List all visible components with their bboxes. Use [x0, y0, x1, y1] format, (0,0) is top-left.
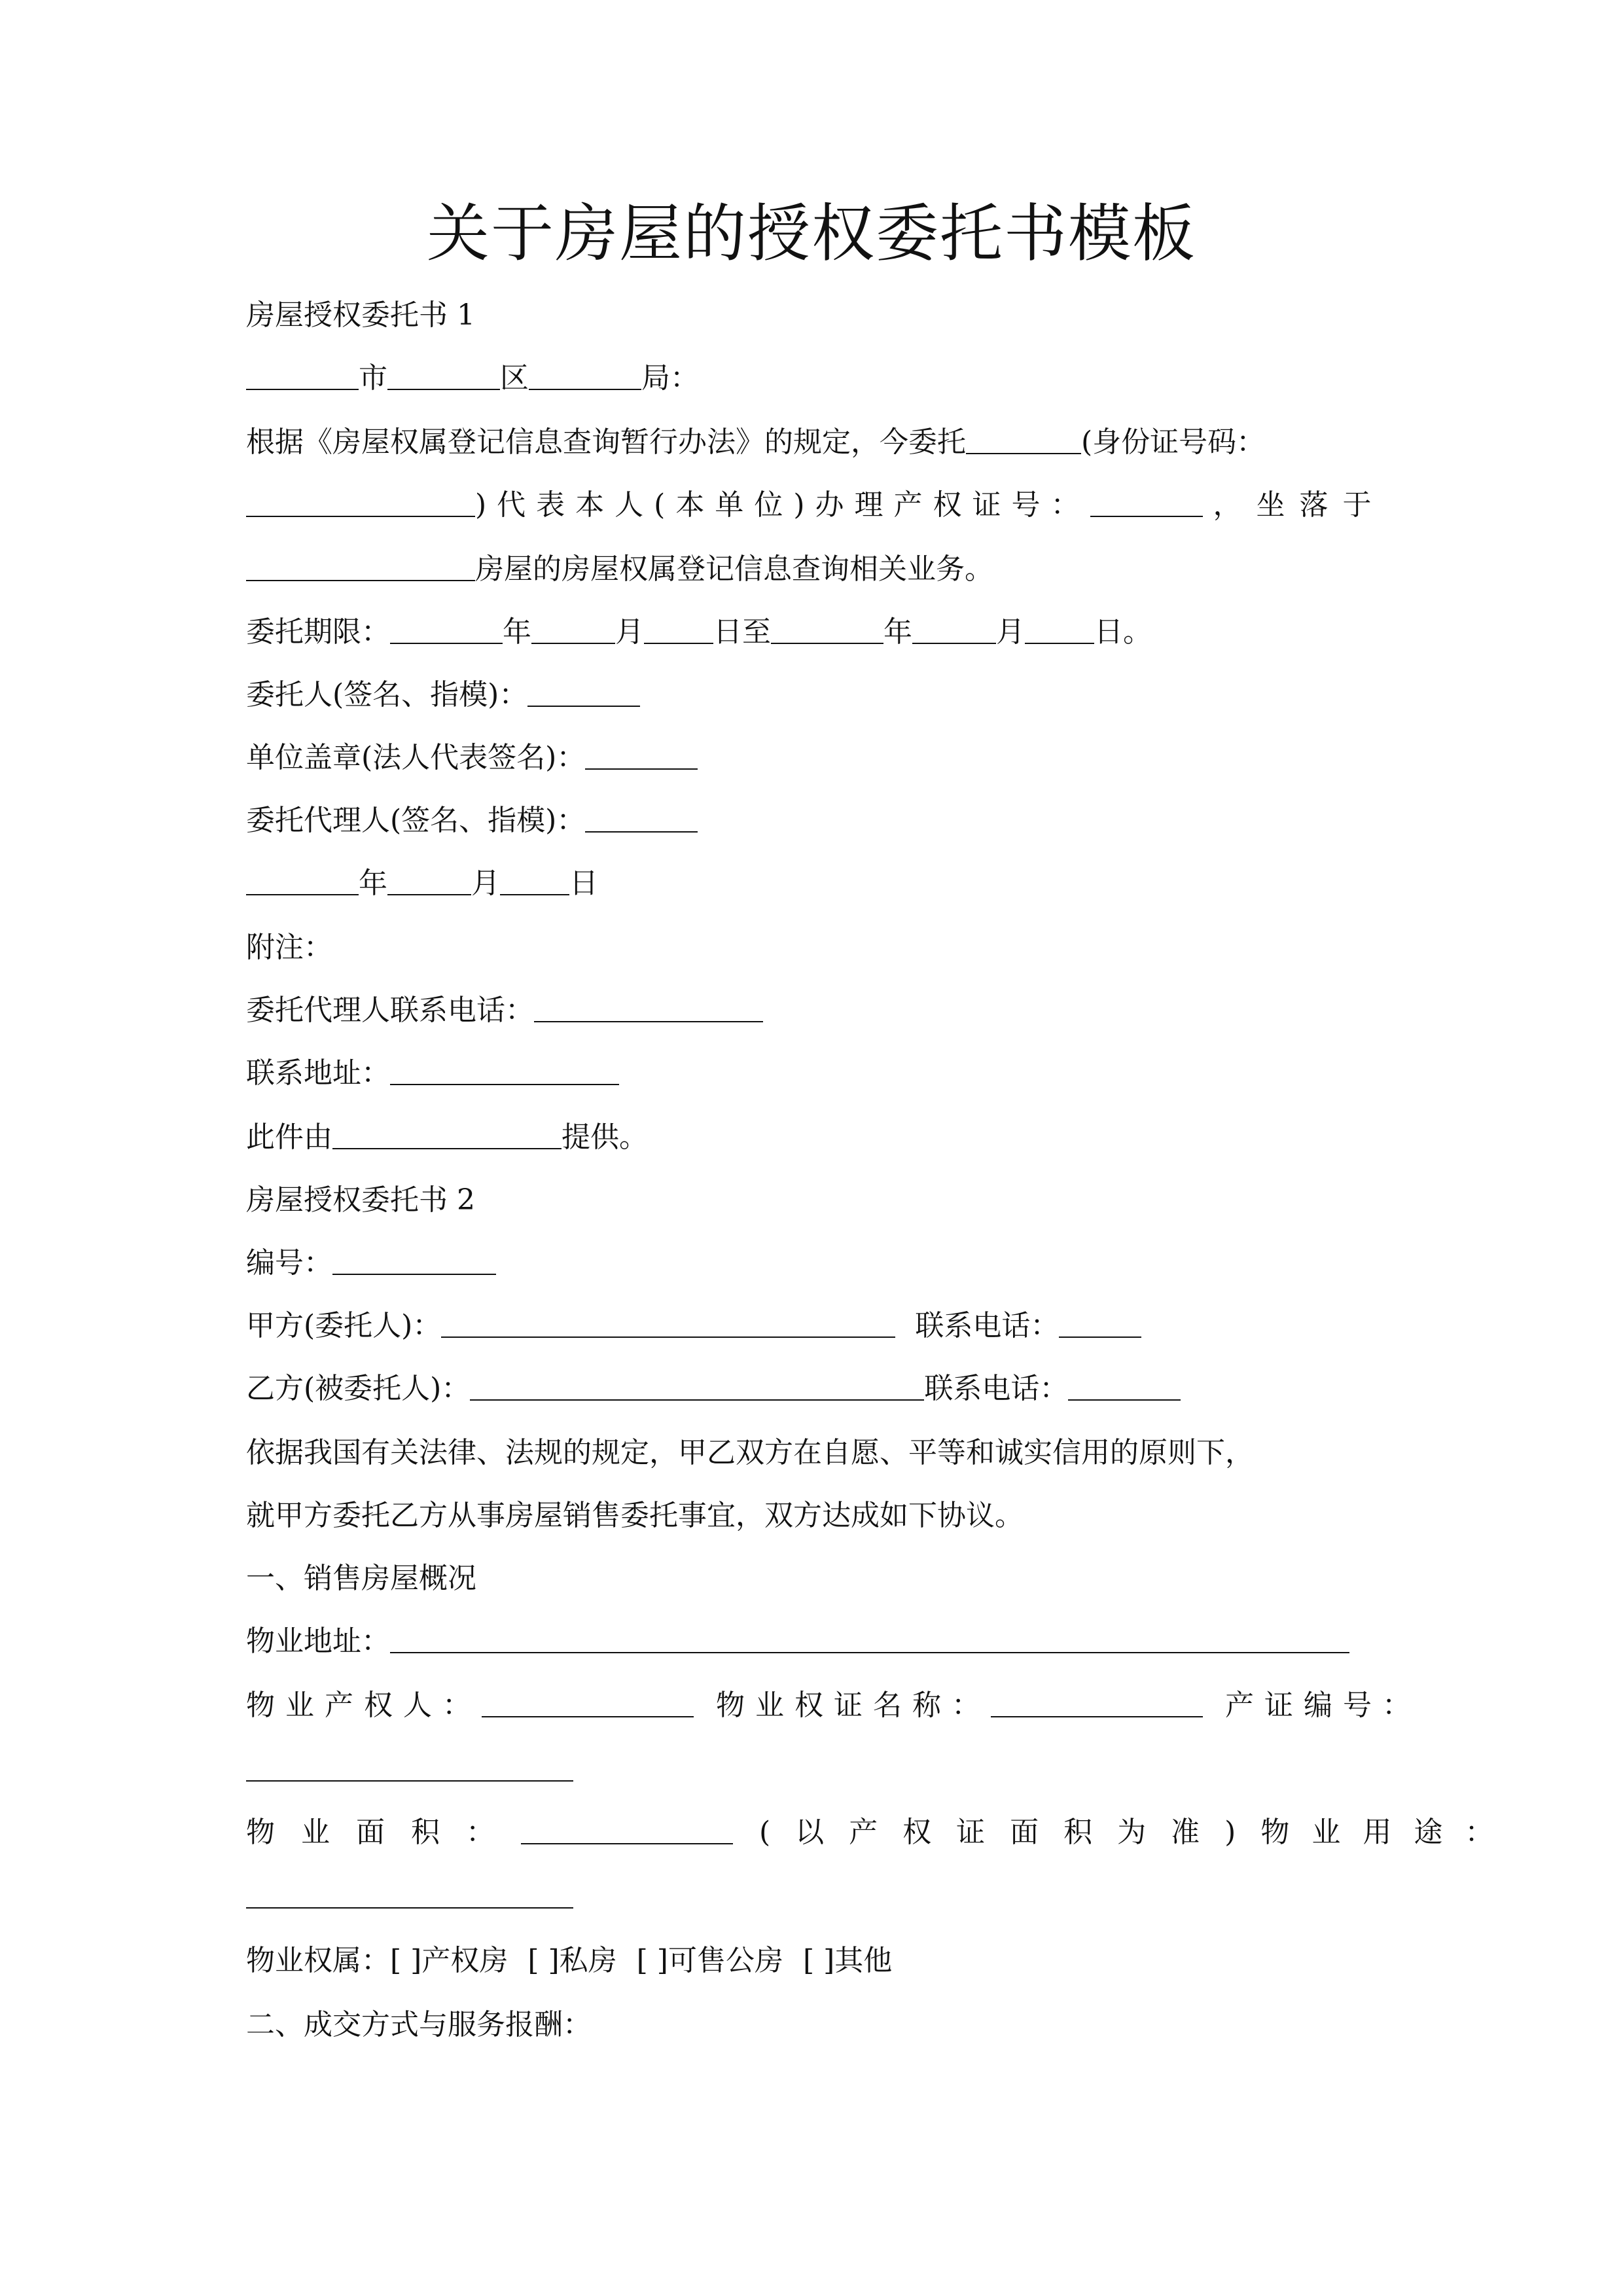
- seal-label: 单位盖章(法人代表签名)：: [246, 741, 586, 774]
- section1-heading: 房屋授权委托书 1: [246, 298, 475, 332]
- blank-agent-sign[interactable]: [585, 805, 698, 833]
- p2-text-b: ，坐落于: [1213, 488, 1386, 522]
- blank-term-day1[interactable]: [644, 617, 713, 644]
- usage-continuation: [246, 1878, 573, 1906]
- agent-label: 委托代理人(签名、指模)：: [246, 804, 586, 837]
- agreement-paragraph-1: 依据我国有关法律、法规的规定，甲乙双方在自愿、平等和诚实信用的原则下，: [246, 1436, 1254, 1469]
- blank-number[interactable]: [332, 1247, 496, 1275]
- blank-cert-number[interactable]: [1090, 490, 1203, 517]
- blank-seal-sign[interactable]: [585, 742, 698, 770]
- paragraph-line-2: [246, 486, 1386, 525]
- blank-cert-name[interactable]: [991, 1690, 1203, 1717]
- blank-agent-phone[interactable]: [534, 995, 763, 1022]
- blank-provided-by[interactable]: [332, 1122, 562, 1149]
- blank-term-year1[interactable]: [390, 617, 503, 644]
- p2-text-a: )代表本人(本单位)办理产权证号：: [475, 488, 1090, 522]
- blank-city[interactable]: [246, 363, 359, 390]
- area-line: [246, 1813, 1516, 1852]
- usage-label: 物业用途：: [1260, 1816, 1516, 1849]
- p3-text: 房屋的房屋权属登记信息查询相关业务。: [475, 552, 993, 586]
- property-address-line: [246, 1622, 1349, 1661]
- option-property-right-house[interactable]: [ ]产权房: [390, 1944, 508, 1977]
- blank-party-a-phone[interactable]: [1059, 1310, 1141, 1338]
- option-private-house[interactable]: [ ]私房: [527, 1944, 617, 1977]
- bureau-label: 局：: [641, 361, 699, 395]
- blank-term-month1[interactable]: [531, 617, 615, 644]
- seal-line: [246, 738, 698, 778]
- ownership-label: 物业权属：: [246, 1944, 390, 1977]
- term-day1-label: 日至: [713, 615, 771, 649]
- blank-party-a[interactable]: [441, 1310, 895, 1338]
- blank-party-b[interactable]: [470, 1373, 924, 1401]
- section-two-title: 二、成交方式与服务报酬：: [246, 2008, 592, 2041]
- sign-date-line: [246, 864, 598, 903]
- blank-term-month2[interactable]: [912, 617, 996, 644]
- blank-contact-address[interactable]: [390, 1058, 619, 1085]
- number-label: 编号：: [246, 1246, 332, 1280]
- area-note: (以产权证面积为准): [759, 1816, 1261, 1849]
- city-label: 市: [359, 361, 387, 395]
- blank-term-day2[interactable]: [1025, 617, 1094, 644]
- party-b-phone-label: 联系电话：: [924, 1372, 1069, 1405]
- cert-name-label: 物业权证名称：: [716, 1689, 991, 1722]
- sign-day-label: 日: [569, 867, 598, 900]
- blank-location[interactable]: [246, 554, 475, 581]
- address-line: [246, 359, 699, 398]
- document-title: 关于房屋的授权委托书模板: [427, 197, 1196, 270]
- district-label: 区: [500, 361, 529, 395]
- agent-line: [246, 801, 698, 840]
- principal-line: [246, 675, 640, 715]
- term-line: [246, 613, 1152, 652]
- blank-sign-day[interactable]: [500, 868, 569, 895]
- owner-line: [246, 1686, 1421, 1725]
- term-label: 委托期限：: [246, 615, 390, 649]
- party-a-line: [246, 1306, 1141, 1346]
- provided-by-label-b: 提供。: [562, 1121, 648, 1154]
- provided-by-label-a: 此件由: [246, 1121, 332, 1154]
- blank-sign-month[interactable]: [387, 868, 471, 895]
- option-saleable-public-house[interactable]: [ ]可售公房: [636, 1944, 783, 1977]
- sign-year-label: 年: [359, 867, 387, 900]
- term-month1-label: 月: [615, 615, 644, 649]
- sign-month-label: 月: [471, 867, 500, 900]
- p1-text-b: (身份证号码：: [1081, 425, 1266, 459]
- area-label: 物业面积：: [246, 1816, 521, 1849]
- principal-label: 委托人(签名、指模)：: [246, 678, 528, 711]
- blank-area[interactable]: [521, 1817, 733, 1844]
- agent-phone-label: 委托代理人联系电话：: [246, 994, 534, 1027]
- contact-address-label: 联系地址：: [246, 1056, 390, 1090]
- ownership-line: [246, 1941, 892, 1981]
- blank-id-number[interactable]: [246, 490, 475, 517]
- blank-party-b-phone[interactable]: [1068, 1373, 1181, 1401]
- party-a-phone-label: 联系电话：: [915, 1309, 1060, 1342]
- number-line: [246, 1244, 496, 1283]
- blank-bureau[interactable]: [529, 363, 641, 390]
- option-other[interactable]: [ ]其他: [802, 1944, 893, 1977]
- party-a-label: 甲方(委托人)：: [246, 1309, 442, 1342]
- blank-property-address[interactable]: [390, 1626, 1349, 1653]
- blank-district[interactable]: [387, 363, 500, 390]
- blank-sign-year[interactable]: [246, 868, 359, 895]
- agreement-paragraph-2: 就甲方委托乙方从事房屋销售委托事宜，双方达成如下协议。: [246, 1499, 1024, 1532]
- section-one-title: 一、销售房屋概况: [246, 1562, 476, 1595]
- party-b-label: 乙方(被委托人)：: [246, 1372, 471, 1405]
- provided-by-line: [246, 1118, 648, 1157]
- section2-heading: 房屋授权委托书 2: [246, 1183, 475, 1217]
- note-label: 附注：: [246, 931, 332, 964]
- paragraph-line-1: [246, 423, 1265, 462]
- blank-term-year2[interactable]: [771, 617, 883, 644]
- term-month2-label: 月: [996, 615, 1025, 649]
- blank-owner[interactable]: [482, 1690, 694, 1717]
- contact-address-line: [246, 1054, 619, 1093]
- blank-usage[interactable]: [246, 1881, 573, 1909]
- cert-no-continuation: [246, 1751, 573, 1779]
- blank-trustee-name[interactable]: [966, 427, 1081, 454]
- term-year1-label: 年: [503, 615, 531, 649]
- agent-phone-line: [246, 991, 763, 1030]
- blank-principal-sign[interactable]: [527, 679, 640, 707]
- paragraph-line-3: [246, 550, 993, 589]
- party-b-line: [246, 1369, 1181, 1408]
- property-address-label: 物业地址：: [246, 1624, 390, 1658]
- term-day2-label: 日。: [1094, 615, 1152, 649]
- term-year2-label: 年: [883, 615, 912, 649]
- cert-no-label: 产证编号：: [1225, 1689, 1421, 1722]
- p1-text-a: 根据《房屋权属登记信息查询暂行办法》的规定，今委托: [246, 425, 966, 459]
- blank-cert-no[interactable]: [246, 1754, 573, 1782]
- owner-label: 物业产权人：: [246, 1689, 482, 1722]
